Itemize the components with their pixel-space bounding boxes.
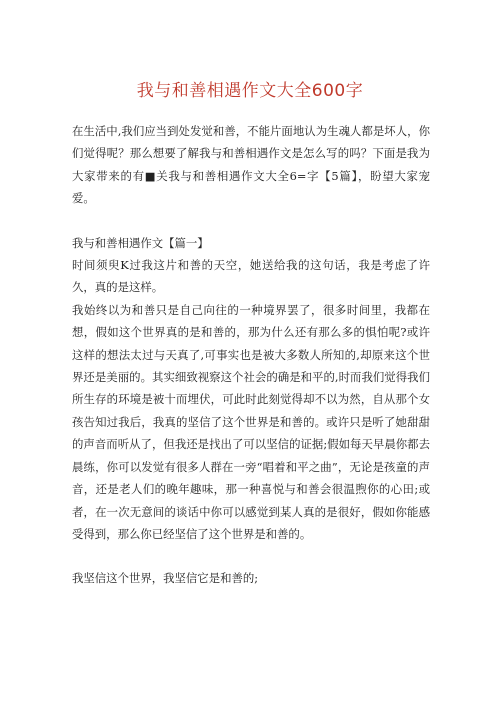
- body-paragraph: 时间须臾K过我这片和善的天空，她送给我的这句话，我是考虑了许久，真的是这样。: [72, 258, 430, 295]
- closing-paragraph: 我坚信这个世界，我坚信它是和善的;: [72, 571, 259, 586]
- body-paragraph: 我始终以为和善只是自己向往的一种境界罢了，很多时间里，我都在想，假如这个世界真的是和善的，那为什么还有那么多的惧怕呢?或许这样的想法太过与天真了,可事实也是被大多数人所知的,却原来这个世界还是美丽的。其实细致视察这个社会的确是和平的,时而我们觉得我们所生存的环境是被十而埋伏，可此时此刻觉得却不以为然，自从那个女孩告知过我后，我真的坚信了这个世界是和善的。或许只是听了她甜甜的声音而听从了，但我还是找出了可以坚信的证据;假如每天早晨你都去晨练，你可以发觉有很多人群在一旁“唱着和平之曲”，无论是孩童的声音，还是老人们的晚年趣味，那一种喜悦与和善会很温煦你的心田;或者，在一次无意间的谈话中你可以感觉到某人真的是很好，假如你能感受得到，那么你已经坚信了这个世界是和善的。: [72, 302, 430, 541]
- paragraph-spacer: [72, 545, 430, 567]
- document-body: [72, 120, 430, 590]
- section-heading: 我与和善相遇作文【篇一】: [72, 235, 209, 250]
- paragraph-spacer: [72, 210, 430, 232]
- document-title: 我与和善相遇作文大全600字: [136, 81, 364, 101]
- intro-paragraph: 在生活中,我们应当到处发觉和善，不能片面地认为生魂人都是坏人，你们觉得呢？那么想要了解我与和善相遇作文是怎么写的吗？下面是我为大家带来的有■关我与和善相遇作文大全6=字【5篇】，盼望大家宠爱。: [72, 124, 430, 206]
